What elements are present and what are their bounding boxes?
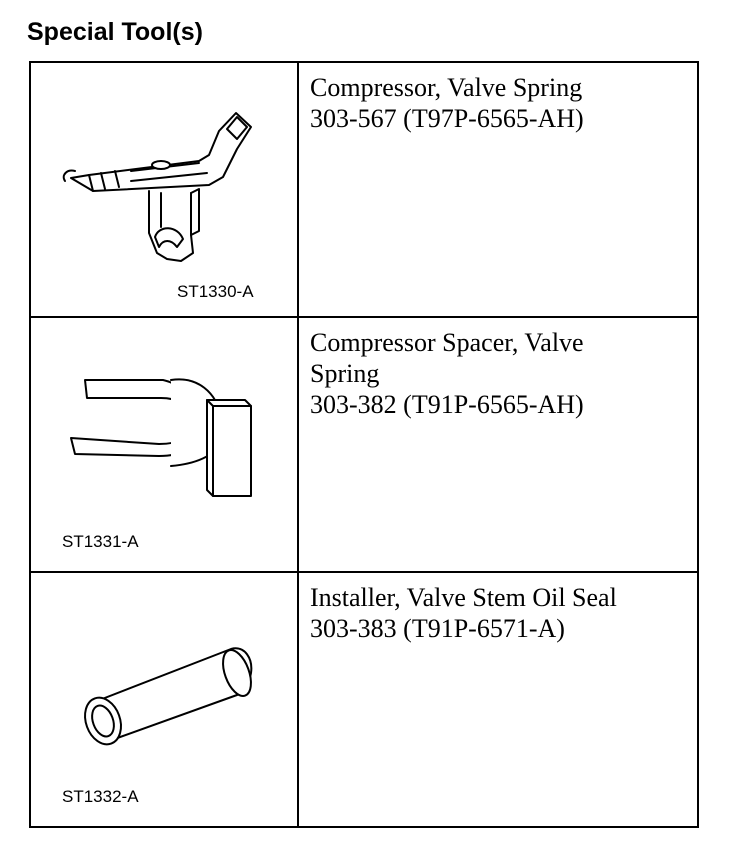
valve-spring-compressor-icon (31, 63, 297, 318)
table-row (30, 572, 698, 827)
table-row (30, 62, 698, 317)
tool-part-number: 303-382 (T91P-6565-AH) (310, 390, 584, 419)
tool-name-continued: Spring (310, 359, 380, 388)
tool-description-cell (298, 317, 698, 572)
page-title: Special Tool(s) (27, 18, 203, 46)
tool-illustration-cell (30, 317, 298, 572)
tool-name: Compressor Spacer, Valve (310, 328, 584, 357)
figure-code: ST1331-A (62, 532, 139, 551)
figure-code: ST1330-A (177, 282, 254, 301)
tool-name: Installer, Valve Stem Oil Seal (310, 583, 617, 612)
tool-part-number: 303-567 (T97P-6565-AH) (310, 104, 584, 133)
tool-description-cell (298, 572, 698, 827)
tool-part-number: 303-383 (T91P-6571-A) (310, 614, 565, 643)
special-tools-table (29, 61, 699, 828)
tool-name: Compressor, Valve Spring (310, 73, 583, 102)
figure-code: ST1332-A (62, 787, 139, 806)
tool-description-cell (298, 62, 698, 317)
tool-illustration-cell (30, 62, 298, 317)
tool-illustration-cell (30, 572, 298, 827)
table-row (30, 317, 698, 572)
